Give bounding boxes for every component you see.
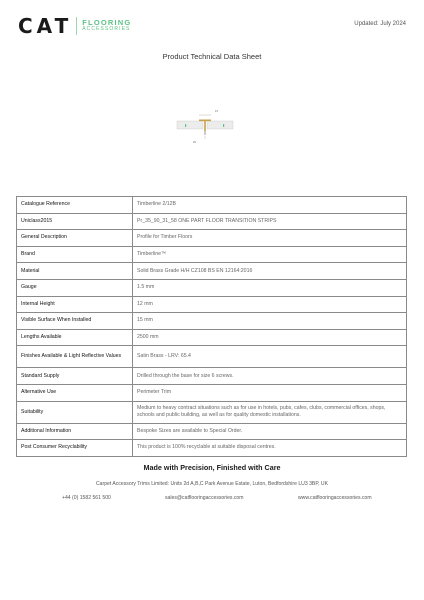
logo-divider: [76, 17, 77, 35]
dim-label-bottom: 25: [193, 141, 196, 144]
spec-row: [17, 401, 407, 423]
spec-row: [17, 230, 407, 247]
spec-row: [17, 213, 407, 230]
spec-label: Visible Surface When Installed: [17, 313, 133, 330]
spec-label: Finishes Available & Light Reflective Values: [17, 346, 133, 368]
left-floor-board: [177, 121, 203, 129]
spec-value: Timberline™: [133, 246, 407, 263]
spec-value: Profile for Timber Floors: [133, 230, 407, 247]
spec-table: [16, 196, 407, 457]
spec-label: Standard Supply: [17, 368, 133, 385]
spec-value: This product is 100% recyclable at suitable disposal centres.: [133, 440, 407, 457]
logo-accessories-text: ACCESSORIES: [82, 26, 131, 32]
spec-value: Pr_35_90_31_58 ONE PART FLOOR TRANSITION STRIPS: [133, 213, 407, 230]
spec-value: Drilled through the base for size 6 screws.: [133, 368, 407, 385]
updated-date: Updated: July 2024: [354, 21, 406, 27]
fixing-mark-left: [185, 124, 186, 127]
footer-tagline: Made with Precision, Finished with Care: [143, 463, 281, 472]
spec-row: [17, 423, 407, 440]
spec-label: Uniclass2015: [17, 213, 133, 230]
spec-value: Bespoke Sizes are available to Special Order.: [133, 423, 407, 440]
spec-label: Material: [17, 263, 133, 280]
spec-row: [17, 296, 407, 313]
spec-value: Timberline 2/12B: [133, 197, 407, 214]
profile-top-flange: [199, 120, 211, 122]
spec-label: Lengths Available: [17, 329, 133, 346]
company-logo: [18, 16, 131, 36]
spec-value: Solid Brass Grade H/H CZ108 BS EN 12164:2016: [133, 263, 407, 280]
spec-label: Brand: [17, 246, 133, 263]
spec-value: Satin Brass - LRV: 65.4: [133, 346, 407, 368]
spec-label: Gauge: [17, 279, 133, 296]
logo-wordmark: CAT: [18, 14, 73, 38]
contact-phone: +44 (0) 1582 561 500: [62, 495, 111, 501]
spec-label: General Description: [17, 230, 133, 247]
spec-row: [17, 384, 407, 401]
spec-value: 12 mm: [133, 296, 407, 313]
spec-label: Additional Information: [17, 423, 133, 440]
profile-stem: [204, 121, 206, 131]
spec-value: Perimeter Trim: [133, 384, 407, 401]
spec-label: Internal Height: [17, 296, 133, 313]
spec-value: 1.5 mm: [133, 279, 407, 296]
spec-label: Suitability: [17, 401, 133, 423]
right-floor-board: [207, 121, 233, 129]
fixing-mark-right: [223, 124, 224, 127]
spec-value: 2500 mm: [133, 329, 407, 346]
spec-row: [17, 246, 407, 263]
contact-website[interactable]: www.catflooringaccessories.com: [298, 495, 372, 501]
spec-value: Medium to heavy contract situations such as for use in hotels, pubs, cafes, clubs, commercial offices, shops, schools and public building, as well as for quality domestic installations.: [133, 401, 407, 423]
dim-label-top: 15: [215, 110, 218, 113]
spec-row: [17, 329, 407, 346]
spec-row: [17, 197, 407, 214]
profile-cross-section-drawing: [175, 104, 235, 146]
logo-flooring-text: FLOORING: [82, 18, 132, 27]
spec-value: 15 mm: [133, 313, 407, 330]
profile-screw: [205, 131, 206, 135]
logo-subtitle: [82, 19, 131, 33]
spec-label: Post Consumer Recyclability: [17, 440, 133, 457]
spec-row: [17, 313, 407, 330]
spec-label: Catalogue Reference: [17, 197, 133, 214]
contact-email[interactable]: sales@catflooringaccessories.com: [165, 495, 244, 501]
spec-row: [17, 263, 407, 280]
page-title: Product Technical Data Sheet: [162, 52, 262, 61]
spec-row: [17, 440, 407, 457]
spec-row: [17, 346, 407, 368]
spec-label: Alternative Use: [17, 384, 133, 401]
spec-row: [17, 368, 407, 385]
spec-row: [17, 279, 407, 296]
company-address: Carpet Accessory Trims Limited: Units 2d A,B,C Park Avenue Estate, Luton, Bedfordshire LU3 3BP, UK: [96, 481, 328, 487]
